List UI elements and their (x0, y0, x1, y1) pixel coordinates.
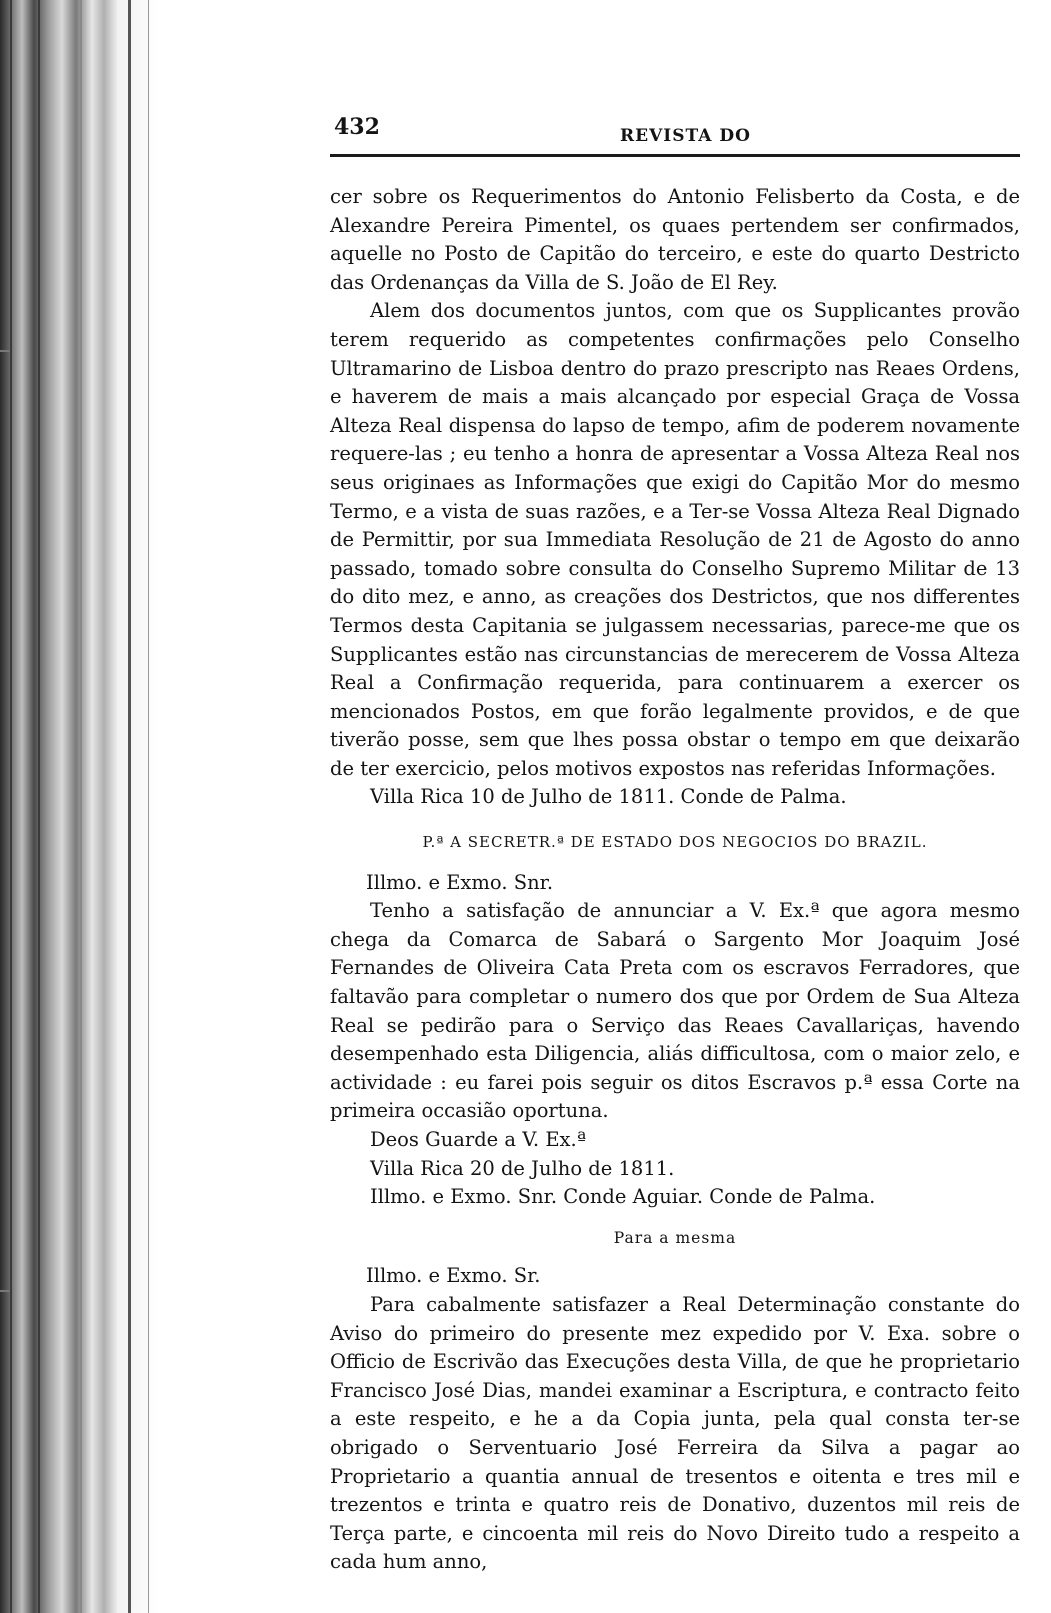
dateline: Villa Rica 20 de Julho de 1811. (370, 1156, 675, 1180)
body-text (330, 183, 1020, 1577)
scan-binding-edge (0, 0, 160, 1613)
document-page (330, 108, 1020, 1577)
closing: Deos Guarde a V. Ex.ª (370, 1128, 587, 1151)
binding-line (10, 0, 12, 1613)
binding-line (38, 0, 40, 1613)
section-heading: P.ª A SECRETR.ª DE ESTADO DOS NEGOCIOS DO BRAZIL. (422, 833, 928, 852)
signature-line: Illmo. e Exmo. Snr. Conde Aguiar. Conde de Palma. (370, 1185, 876, 1209)
dateline: Villa Rica 10 de Julho de 1811. Conde de Palma. (370, 785, 847, 809)
binding-line (80, 0, 82, 1613)
section-heading: Para a mesma (613, 1228, 737, 1247)
page-number: 432 (334, 114, 380, 140)
binding-line (128, 0, 131, 1613)
scan-mark (0, 350, 10, 352)
binding-line (148, 0, 149, 1613)
scan-mark (0, 1290, 10, 1292)
paragraph: cer sobre os Requerimentos do Antonio Felisberto da Costa, e de Alexandre Pereira Pimentel, os quaes pertendem ser confirmados, aquelle no Posto de Capitão do terceiro, e este do quarto Destricto das Ordenanças da Villa de S. João de El Rey. (330, 185, 1020, 294)
paragraph: Para cabalmente satisfazer a Real Determinação constante do Aviso do primeiro do presente mez expedido por V. Exa. sobre o Officio de Escrivão das Execuções desta Villa, de que he proprietario Francisco José Dias, mandei examinar a Escriptura, e contracto feito a este respeito, e he a da Copia junta, pela qual consta ter-se obrigado o Serventuario José Ferreira da Silva a pagar ao Proprietario a quantia annual de tresentos e oitenta e tres mil e trezentos e trinta e quatro reis de Donativo, duzentos mil reis de Terça parte, e cincoenta mil reis do Novo Direito tudo a respeito a cada hum anno, (330, 1292, 1020, 1574)
paragraph: Tenho a satisfação de annunciar a V. Ex.ª que agora mesmo chega da Comarca de Sabará o Sargento Mor Joaquim José Fernandes de Oliveira Cata Preta com os escravos Ferradores, que faltavão para completar o numero dos que por Ordem de Sua Alteza Real se pedirão para o Serviço das Reaes Cavallariças, havendo desempenhado esta Diligencia, aliás difficultosa, com o maior zelo, e actividade : eu farei pois seguir os ditos Escravos p.ª essa Corte na primeira occasião oportuna. (330, 899, 1020, 1123)
salutation: Illmo. e Exmo. Snr. (366, 870, 554, 894)
paragraph: Alem dos documentos juntos, com que os Supplicantes provão terem requerido as competentes confirmações pelo Conselho Ultramarino de Lisboa dentro do prazo prescripto nas Reaes Ordens, e haverem de mais a mais alcançado por especial Graça de Vossa Alteza Real dispensa do lapso de tempo, afim de poderem novamente requere-las ; eu tenho a honra de apresentar a Vossa Alteza Real nos seus originaes as Informações que exigi do Capitão Mor do mesmo Termo, e a vista de suas razões, e a Ter-se Vossa Alteza Real Dignado de Permittir, por sua Immediata Resolução de 21 de Agosto do anno passado, tomado sobre consulta do Conselho Supremo Militar de 13 do dito mez, e anno, as creações dos Destrictos, que nos differentes Termos desta Capitania se julgassem necessarias, parece-me que os Supplicantes estão nas circunstancias de merecerem de Vossa Alteza Real a Confirmação requerida, para continuarem a exercer os mencionados Postos, em que forão legalmente providos, e de que tiverão posse, sem que lhes possa obstar o tempo em que deixarão de ter exercicio, pelos motivos expostos nas referidas Informações. (330, 299, 1020, 780)
salutation: Illmo. e Exmo. Sr. (366, 1264, 541, 1288)
running-head: REVISTA DO (620, 126, 751, 146)
page-header (330, 108, 1020, 157)
